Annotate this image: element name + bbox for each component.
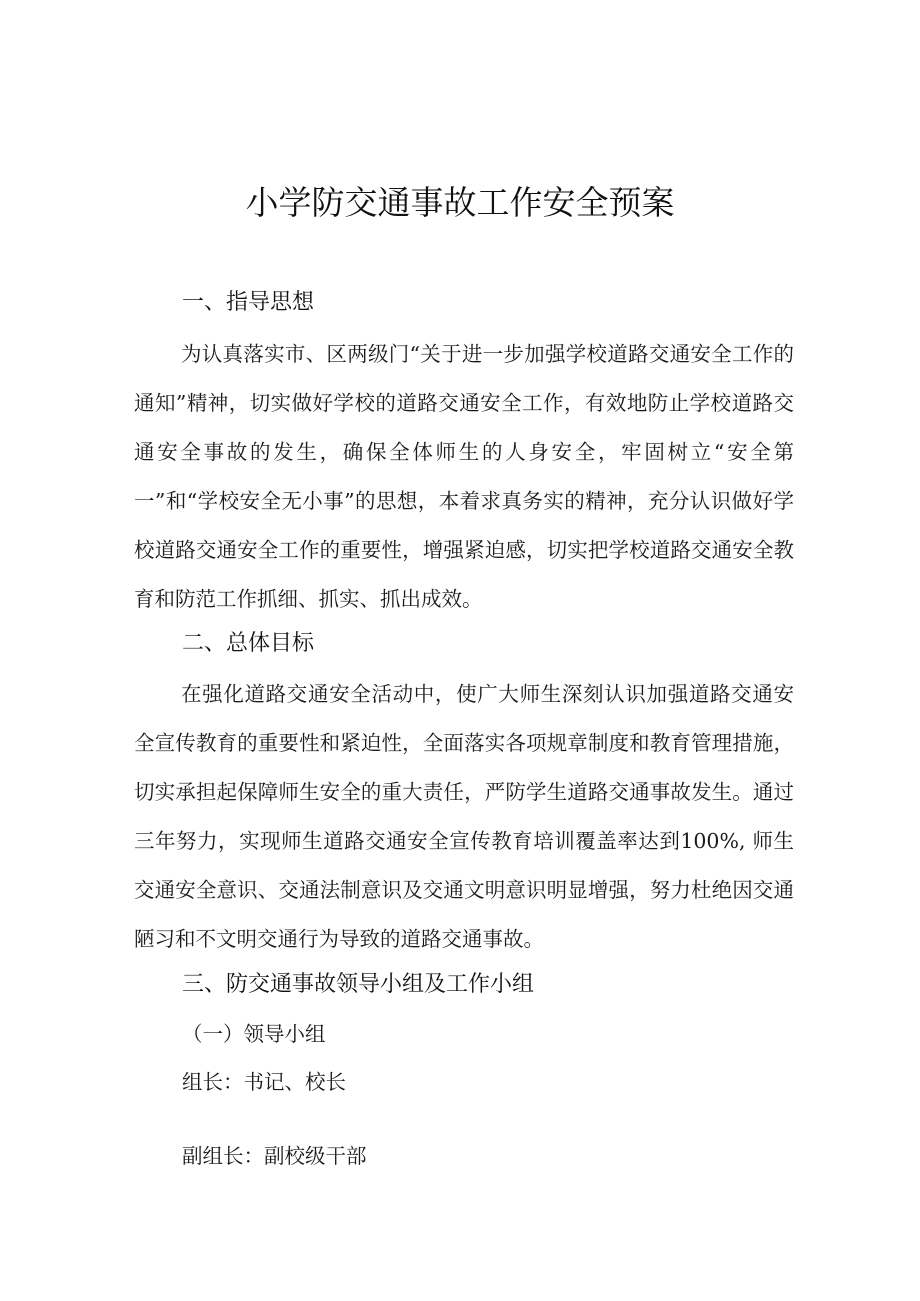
deputy-leader-line: 副组长：副校级干部 [182, 1144, 367, 1168]
section-paragraph-overall-goal: 在强化道路交通安全活动中，使广大师生深刻认识加强道路交通安全宣传教育的重要性和紧迫性，全面落实各项规章制度和教育管理措施，切实承担起保障师生安全的重大责任，严防学生道路交通事故发生。通过三年努力，实现师生道路交通安全宣传教育培训覆盖率达到100%, 师生交通安全意识、交通法制意识及交通文明意识明显增强，努力杜绝因交通陋习和不文明交通行为导致的道路交通事故。 [134, 682, 794, 951]
section-heading-guiding-ideology: 一、指导思想 [182, 290, 315, 315]
subsection-heading-leading-group: （一）领导小组 [182, 1022, 326, 1046]
section-paragraph-guiding-ideology: 为认真落实市、区两级门“关于进一步加强学校道路交通安全工作的通知”精神，切实做好学校的道路交通安全工作，有效地防止学校道路交通安全事故的发生，确保全体师生的人身安全，牢固树立“安全第一”和“学校安全无小事”的思想，本着求真务实的精神，充分认识做好学校道路交通安全工作的重要性，增强紧迫感，切实把学校道路交通安全教育和防范工作抓细、抓实、抓出成效。 [134, 342, 794, 611]
section-heading-leading-group: 三、防交通事故领导小组及工作小组 [182, 972, 535, 997]
section-heading-overall-goal: 二、总体目标 [182, 631, 315, 656]
document-title: 小学防交通事故工作安全预案 [245, 183, 675, 222]
leader-line: 组长：书记、校长 [182, 1070, 346, 1094]
